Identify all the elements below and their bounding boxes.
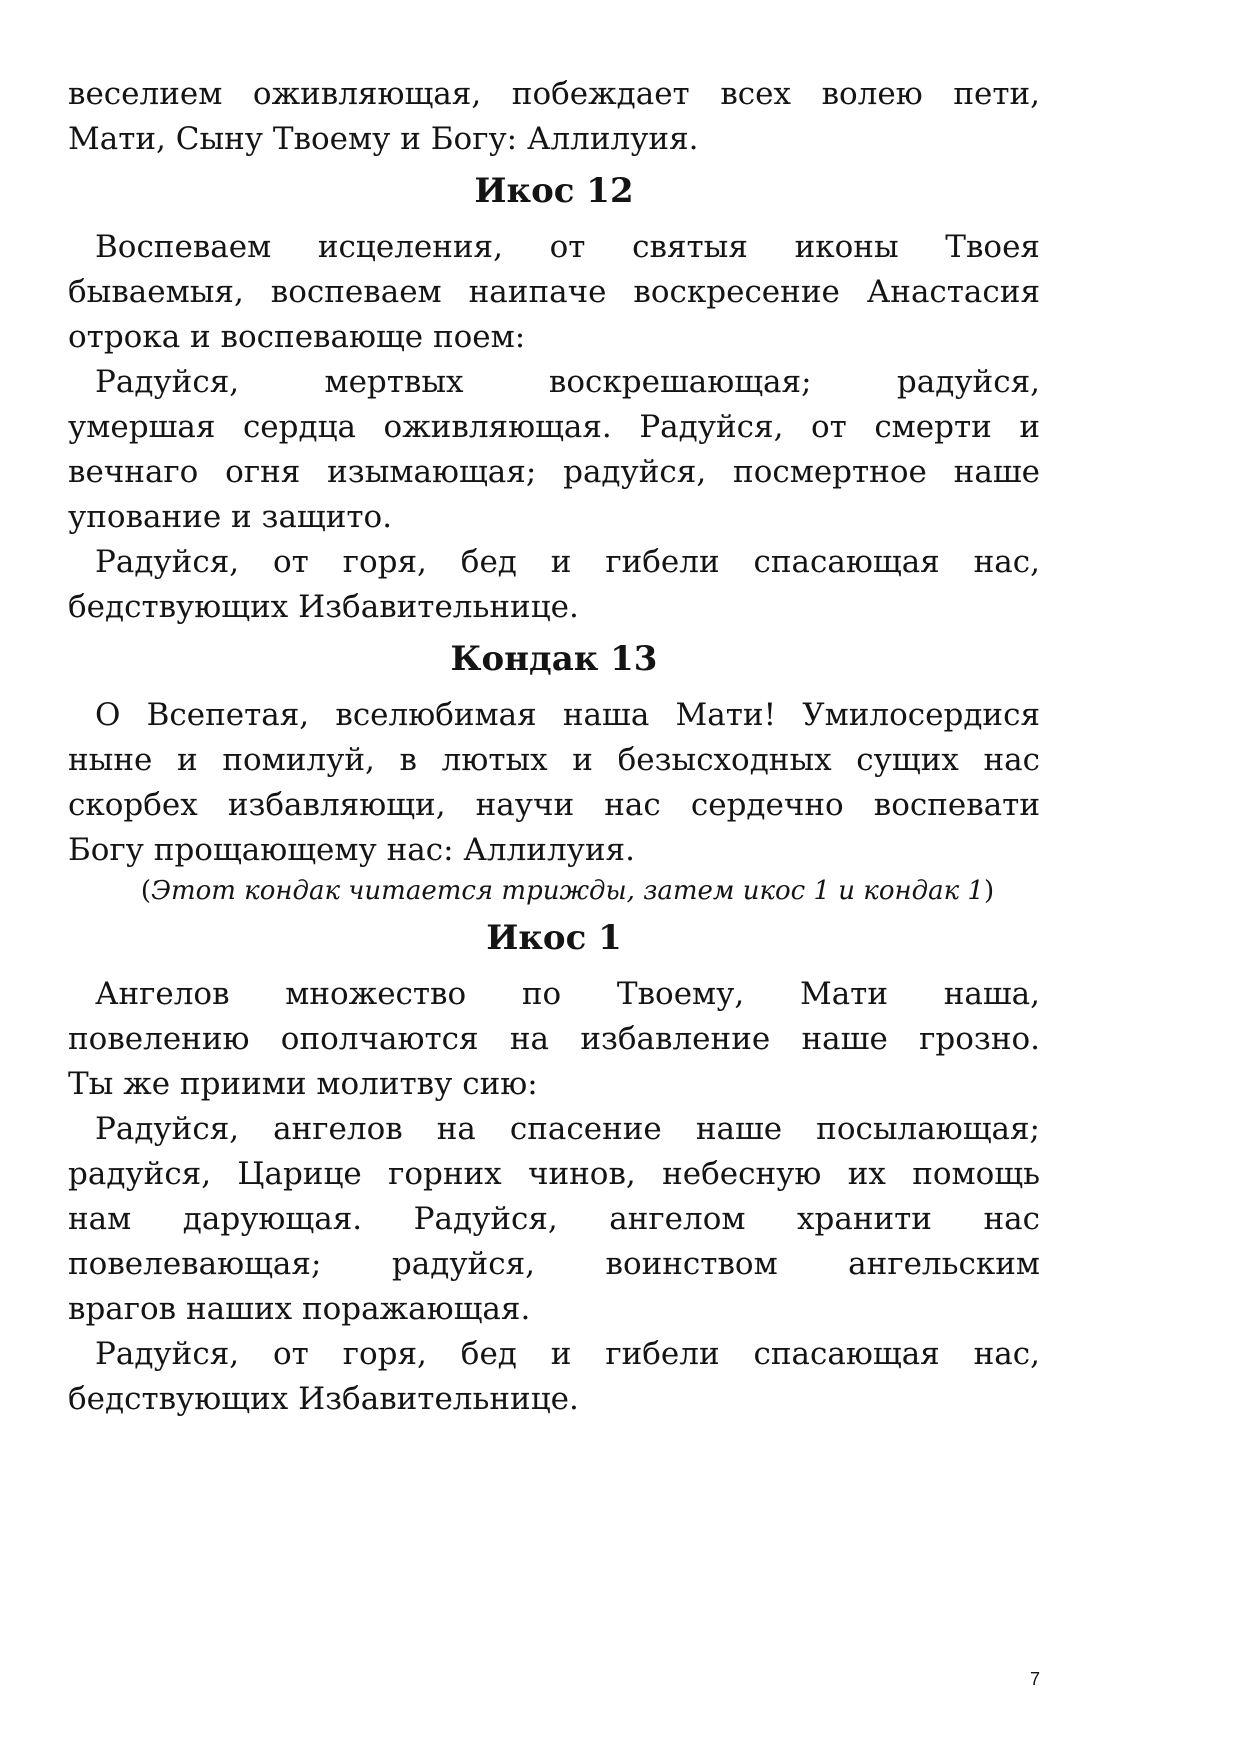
paragraph xyxy=(68,1332,1040,1422)
rubric-close-paren: ) xyxy=(983,876,995,906)
text-line: врагов наших поражающая. xyxy=(68,1291,531,1327)
section-heading-ikos-12: Икос 12 xyxy=(474,171,634,211)
text-line: скорбех избавляющи, научи нас сердечно воспевати xyxy=(68,787,1040,823)
rubric-open-paren: ( xyxy=(140,876,152,906)
paragraph xyxy=(68,360,1040,540)
page-number: 7 xyxy=(1029,1669,1040,1689)
text-line: повелевающая; радуйся, воинством ангельским xyxy=(68,1246,1040,1282)
paragraph xyxy=(68,972,1040,1107)
text-line: Радуйся, мертвых воскрешающая; радуйся, xyxy=(95,364,1040,400)
text-line: радуйся, Царице горних чинов, небесную их помощь xyxy=(68,1156,1040,1192)
text-line: вечнаго огня изымающая; радуйся, посмертное наше xyxy=(68,454,1040,490)
text-line: Воспеваем исцеления, от святыя иконы Твоея xyxy=(95,229,1040,265)
paragraph xyxy=(68,1107,1040,1332)
text-line: О Всепетая, вселюбимая наша Мати! Умилосердися xyxy=(95,697,1040,733)
text-line: отрока и воспевающе поем: xyxy=(68,319,526,355)
text-line: веселием оживляющая, побеждает всех волею пети, xyxy=(68,76,1040,112)
continuation-paragraph xyxy=(68,72,1040,162)
text-line: умершая сердца оживляющая. Радуйся, от смерти и xyxy=(68,409,1040,445)
text-line: Радуйся, от горя, бед и гибели спасающая нас, xyxy=(95,1336,1040,1372)
text-line: Ты же приими молитву сию: xyxy=(68,1066,538,1102)
text-line: ныне и помилуй, в лютых и безысходных сущих нас xyxy=(68,742,1040,778)
text-line: упование и защито. xyxy=(68,499,393,535)
section-heading-kondak-13: Кондак 13 xyxy=(450,639,658,679)
section-heading-ikos-1: Икос 1 xyxy=(486,918,622,958)
text-line: Мати, Сыну Твоему и Богу: Аллилуия. xyxy=(68,121,699,157)
rubric-note xyxy=(68,873,1040,909)
text-line: бедствующих Избавительнице. xyxy=(68,589,579,625)
text-line: Ангелов множество по Твоему, Мати наша, xyxy=(95,976,1040,1012)
text-line: бываемыя, воспеваем наипаче воскресение Анастасия xyxy=(68,274,1040,310)
text-line: Радуйся, ангелов на спасение наше посылающая; xyxy=(95,1111,1040,1147)
text-line: повелению ополчаются на избавление наше грозно. xyxy=(68,1021,1040,1057)
text-line: нам дарующая. Радуйся, ангелом хранити нас xyxy=(68,1201,1040,1237)
text-line: Богу прощающему нас: Аллилуия. xyxy=(68,832,635,868)
text-line: бедствующих Избавительнице. xyxy=(68,1381,579,1417)
text-line: Радуйся, от горя, бед и гибели спасающая нас, xyxy=(95,544,1040,580)
paragraph xyxy=(68,540,1040,630)
paragraph xyxy=(68,225,1040,360)
paragraph xyxy=(68,693,1040,873)
rubric-text: Этот кондак читается трижды, затем икос 1 и кондак 1 xyxy=(151,876,984,906)
document-page xyxy=(68,72,1040,1422)
